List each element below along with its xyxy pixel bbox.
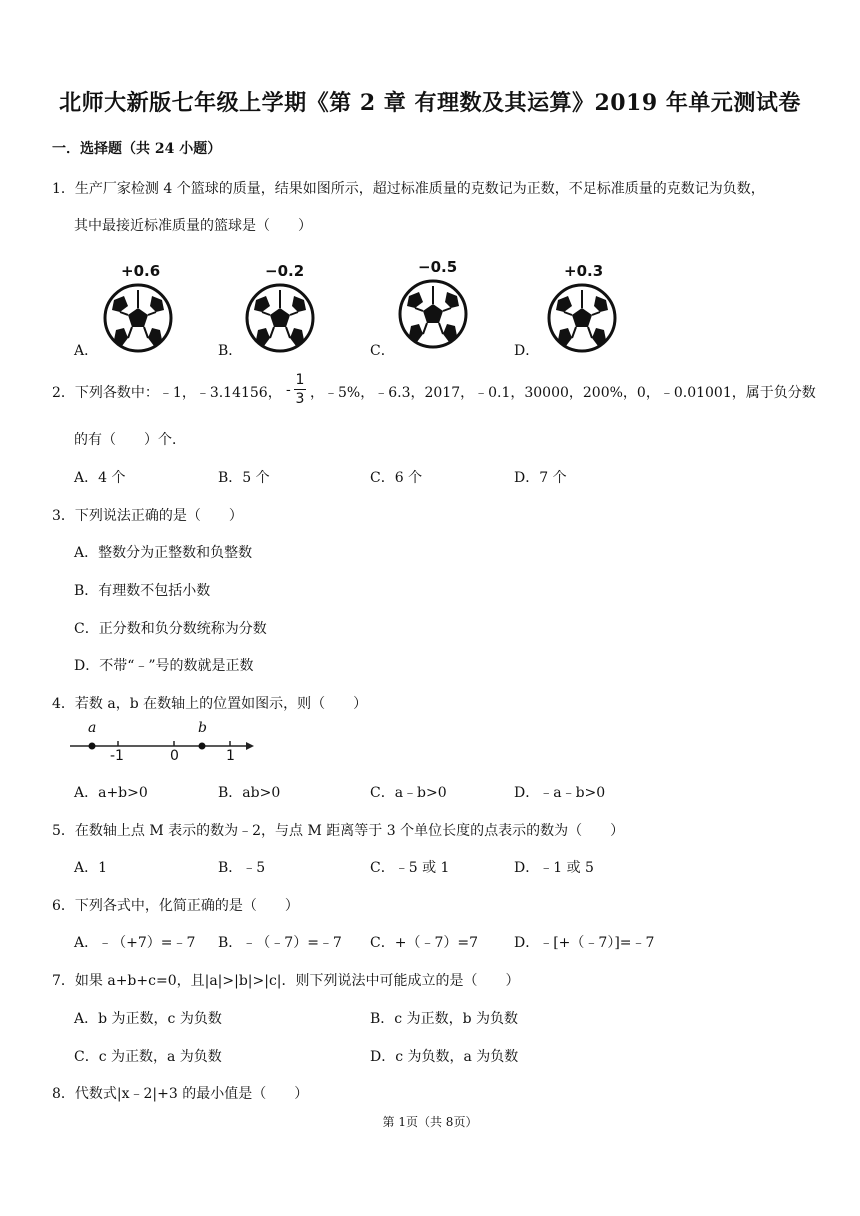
page-title: 北师大新版七年级上学期《第 2 章 有理数及其运算》2019 年单元测试卷	[59, 90, 801, 116]
q5-option-c: C．﹣5 或 1	[370, 860, 450, 876]
q1-option-c: C．	[370, 343, 395, 359]
q2-fraction-numerator: 1	[295, 372, 305, 388]
number-line	[68, 718, 258, 766]
q2-fraction-sign: -	[286, 382, 291, 398]
section-heading: 一．选择题（共 24 小题）	[52, 141, 222, 157]
page-footer: 第 1页（共 8页）	[382, 1115, 478, 1129]
q6-option-b: B．﹣（﹣7）=﹣7	[218, 935, 342, 951]
point-a-label: a	[88, 720, 97, 736]
q3-option-b: B．有理数不包括小数	[74, 583, 211, 599]
q5-stem: 5．在数轴上点 M 表示的数为﹣2，与点 M 距离等于 3 个单位长度的点表示的数为（ ）	[52, 823, 625, 839]
q4-stem: 4．若数 a，b 在数轴上的位置如图示，则（ ）	[52, 696, 368, 712]
q7-option-a: A．b 为正数，c 为负数	[74, 1011, 222, 1027]
q6-option-c: C．+（﹣7）=7	[370, 935, 478, 951]
tick-label: -1	[110, 748, 124, 764]
point-b-label: b	[198, 720, 207, 736]
q2-fraction-denominator: 3	[295, 391, 305, 407]
q2-stem-line1-b: ，﹣5%，﹣6.3，2017，﹣0.1，30000，200%，0，﹣0.01001，属于负分数	[310, 385, 816, 401]
q7-option-c: C．c 为正数，a 为负数	[74, 1049, 222, 1065]
q2-stem-line1-a: 2．下列各数中：﹣1，﹣3.14156，	[52, 385, 282, 401]
q2-option-b: B．5 个	[218, 470, 270, 486]
q1-stem-line2: 其中最接近标准质量的篮球是（ ）	[74, 218, 312, 234]
q6-stem: 6．下列各式中，化简正确的是（ ）	[52, 898, 299, 914]
soccer-ball-icon	[546, 282, 618, 354]
q2-option-a: A．4 个	[74, 470, 126, 486]
q2-fraction	[294, 372, 306, 407]
q5-option-d: D．﹣1 或 5	[514, 860, 594, 876]
soccer-ball-icon	[102, 282, 174, 354]
q6-option-d: D．﹣[+（﹣7）]=﹣7	[514, 935, 655, 951]
q3-option-d: D．不带“﹣”号的数就是正数	[74, 658, 254, 674]
q3-option-a: A．整数分为正整数和负整数	[74, 545, 253, 561]
tick-label: 1	[226, 748, 235, 764]
q1-stem-line1: 1．生产厂家检测 4 个篮球的质量，结果如图所示，超过标准质量的克数记为正数，不足标准质量的克数记为负数，	[52, 181, 765, 197]
q4-option-c: C．a﹣b>0	[370, 785, 447, 801]
q8-stem: 8．代数式|x﹣2|+3 的最小值是（ ）	[52, 1086, 309, 1102]
tick-label: 0	[170, 748, 179, 764]
q7-option-d: D．c 为负数，a 为负数	[370, 1049, 519, 1065]
q2-option-c: C．6 个	[370, 470, 423, 486]
q1-option-b: B．	[218, 343, 243, 359]
ball-b-label: −0.2	[265, 262, 305, 280]
q7-stem: 7．如果 a+b+c=0，且|a|>|b|>|c|．则下列说法中可能成立的是（ ）	[52, 973, 520, 989]
q1-option-d: D．	[514, 343, 540, 359]
q5-option-a: A．1	[74, 860, 108, 876]
q3-option-c: C．正分数和负分数统称为分数	[74, 621, 267, 637]
q5-option-b: B．﹣5	[218, 860, 266, 876]
q7-option-b: B．c 为正数，b 为负数	[370, 1011, 518, 1027]
soccer-ball-icon	[244, 282, 316, 354]
ball-d-label: +0.3	[564, 262, 604, 280]
q3-stem: 3．下列说法正确的是（ ）	[52, 508, 243, 524]
q6-option-a: A．﹣（+7）=﹣7	[74, 935, 196, 951]
ball-a-label: +0.6	[121, 262, 161, 280]
q4-option-d: D．﹣a﹣b>0	[514, 785, 606, 801]
q2-stem-line2: 的有（ ）个．	[74, 432, 186, 448]
ball-c-label: −0.5	[418, 258, 458, 276]
q4-option-b: B．ab>0	[218, 785, 281, 801]
q1-option-a: A．	[74, 343, 99, 359]
q4-option-a: A．a+b>0	[74, 785, 148, 801]
soccer-ball-icon	[397, 278, 469, 350]
q2-option-d: D．7 个	[514, 470, 567, 486]
